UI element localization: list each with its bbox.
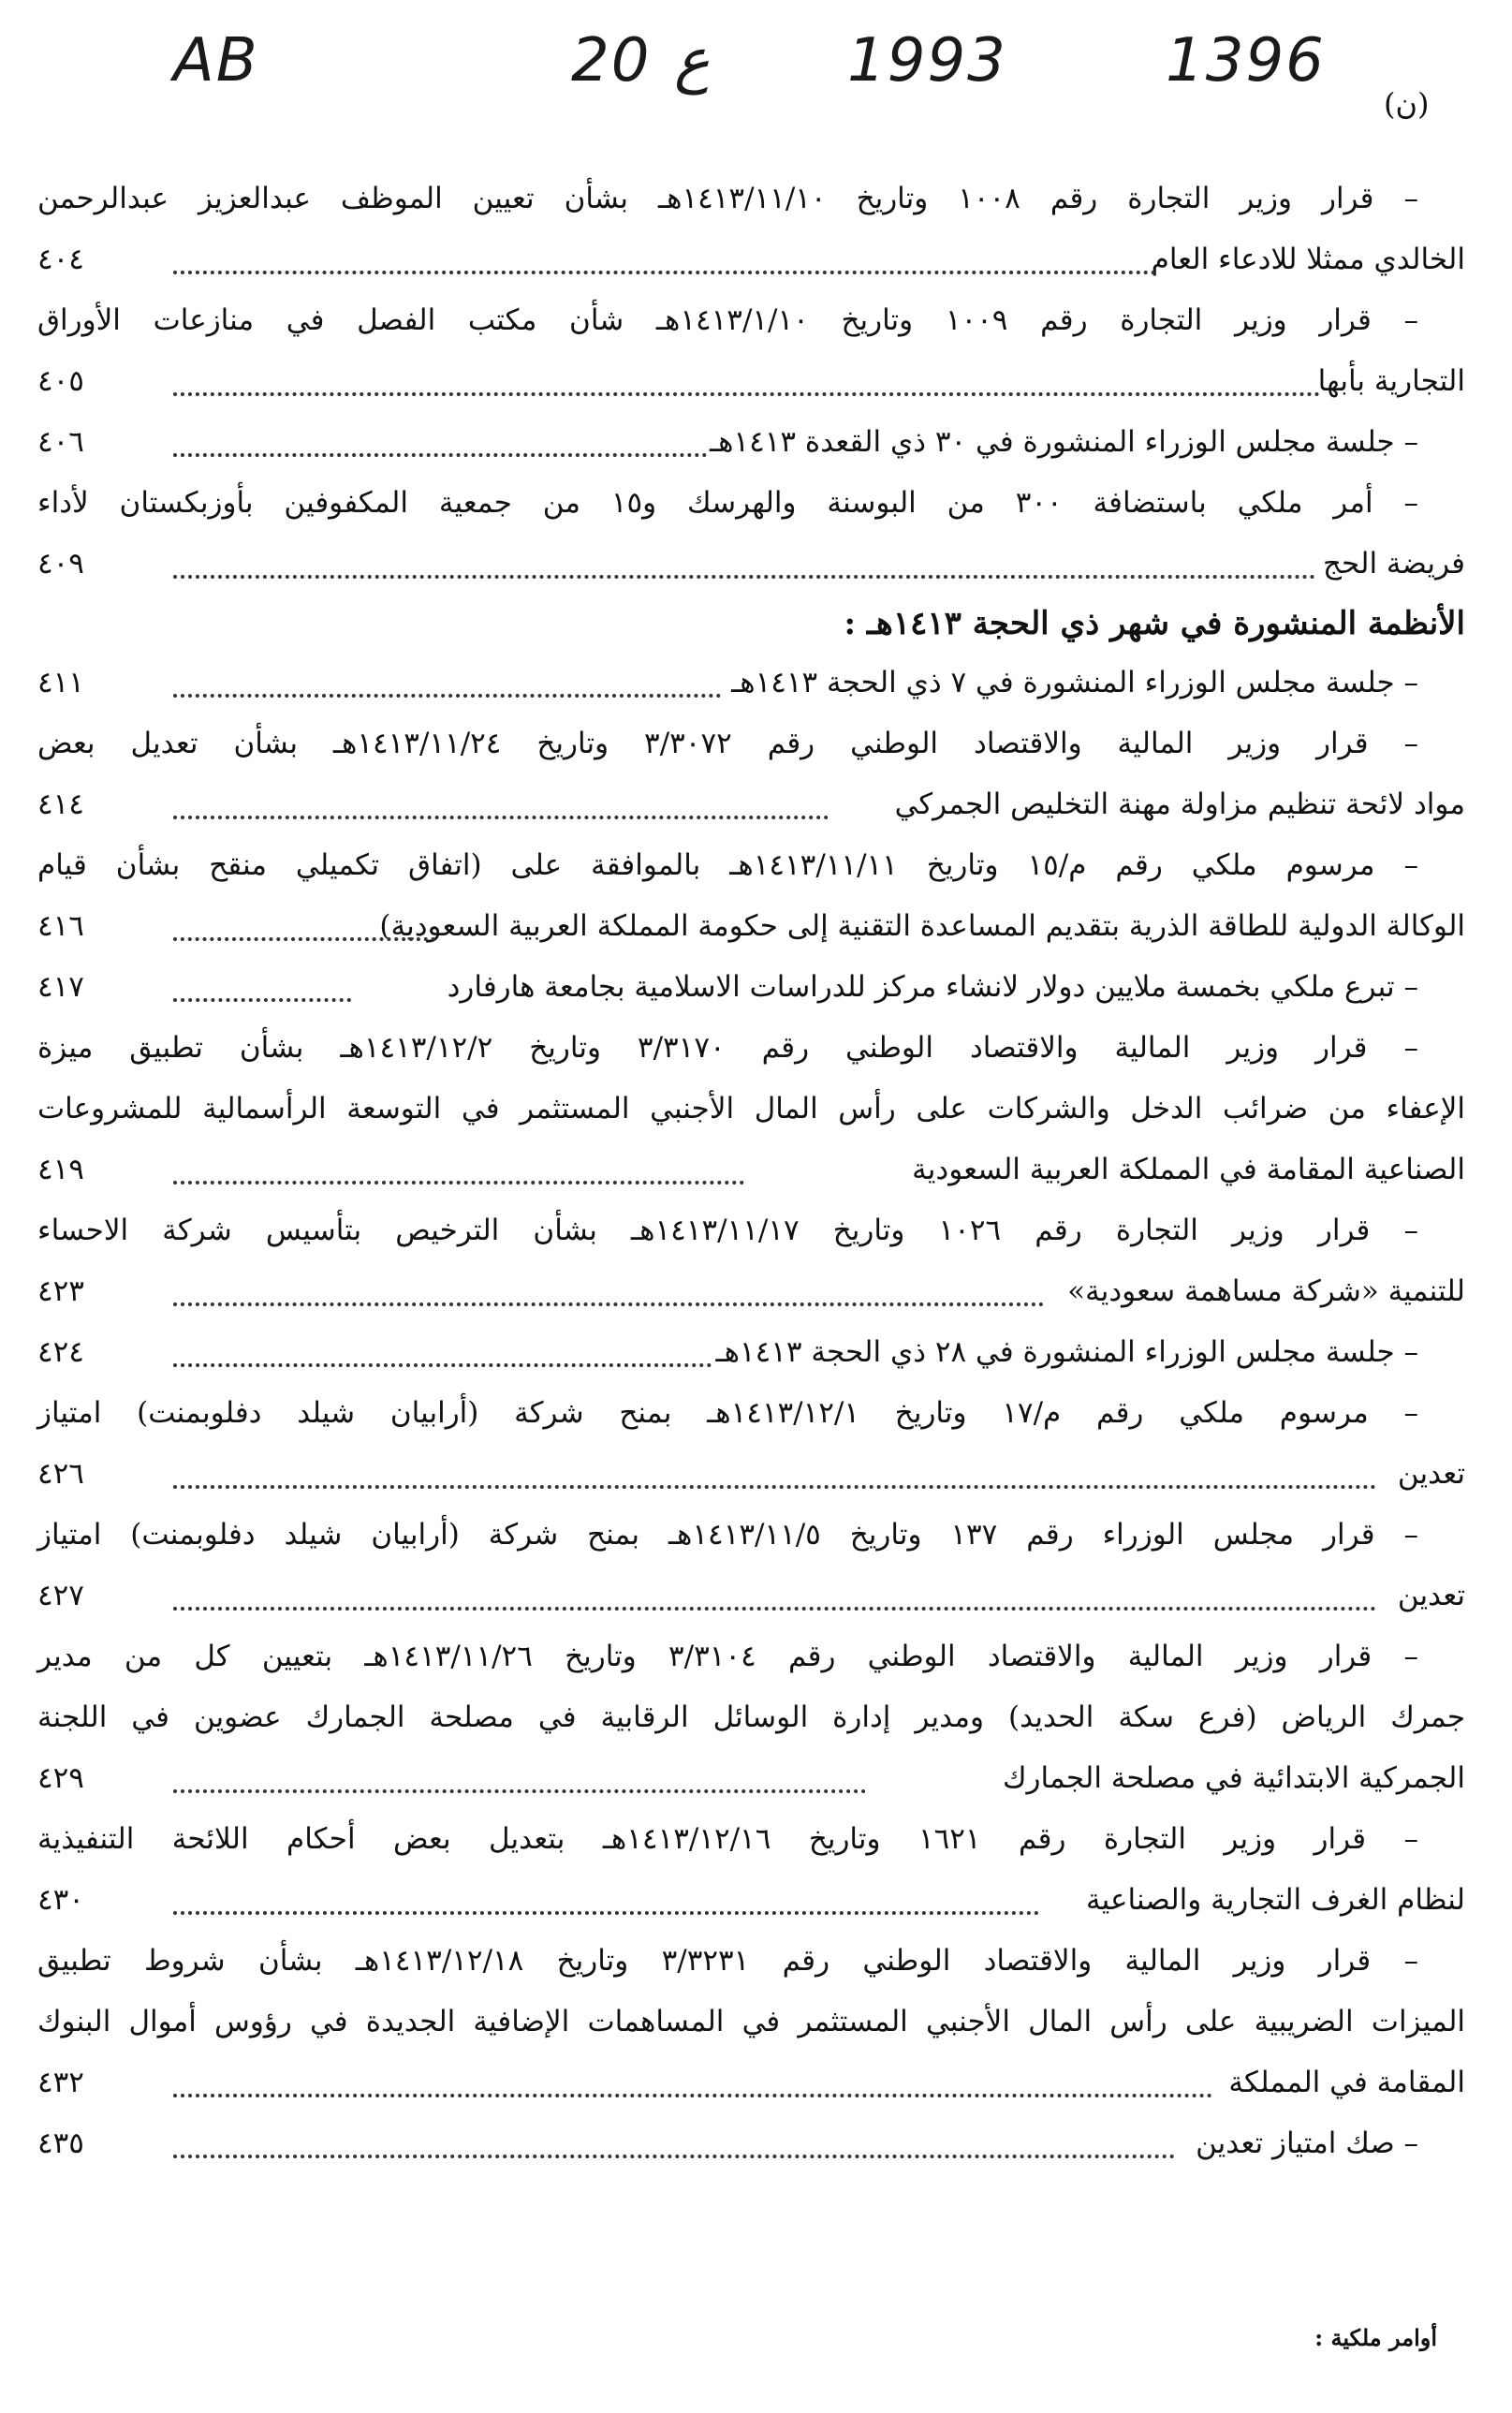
toc-line — [37, 2053, 1465, 2113]
toc-text: فريضة الحج — [1323, 547, 1465, 581]
toc-text: الصناعية المقامة في المملكة العربية السعودية — [912, 1153, 1465, 1186]
toc-line — [37, 774, 1465, 835]
toc-line — [37, 1992, 1465, 2053]
toc-line — [37, 714, 1465, 774]
toc-line — [37, 229, 1465, 290]
toc-text: – قرار وزير المالية والاقتصاد الوطني رقم ٣/٣٢٣١ وتاريخ ١٤١٣/١٢/١٨هـ بشأن شروط تطبيق — [37, 1944, 1418, 1978]
toc-page-number: ٤٢٤ — [37, 1335, 84, 1369]
toc-text: – قرار وزير التجارة رقم ١٠٠٩ وتاريخ ١٤١٣/١/١٠هـ شأن مكتب الفصل في منازعات الأوراق — [37, 303, 1418, 337]
toc-text: الخالدي ممثلا للادعاء العام — [1151, 243, 1465, 276]
toc-page-number: ٤٢٣ — [37, 1274, 84, 1308]
leader-dots — [173, 937, 435, 941]
toc-line — [37, 653, 1465, 714]
toc-line — [37, 290, 1465, 351]
toc-page-number: ٤١٤ — [37, 787, 84, 821]
toc-text: – مرسوم ملكي رقم م/١٥ وتاريخ ١٤١٣/١١/١١هـ بالموافقة على (اتفاق تكميلي منقح بشأن قيام — [37, 848, 1418, 882]
toc-text: الميزات الضريبية على رأس المال الأجنبي المستثمر في المساهمات الإضافية الجديدة في رؤوس أموال البنوك — [37, 2005, 1465, 2038]
handwritten-day: 20 — [571, 26, 652, 96]
toc-text: – صك امتياز تعدين — [1196, 2126, 1418, 2160]
handwritten-initials: AB — [173, 26, 259, 96]
toc-page-number: ٤٢٩ — [37, 1761, 84, 1795]
leader-dots — [173, 2094, 1212, 2097]
leader-dots — [173, 1485, 1376, 1489]
toc-line — [37, 1809, 1465, 1870]
toc-text: – قرار وزير المالية والاقتصاد الوطني رقم ٣/٣١٧٠ وتاريخ ١٤١٣/١٢/٢هـ بشأن تطبيق ميزة — [37, 1031, 1418, 1065]
leader-dots — [173, 271, 1156, 274]
leader-dots — [173, 392, 1320, 396]
handwritten-letter: ع — [674, 26, 711, 96]
toc-text: الوكالة الدولية للطاقة الذرية بتقديم المساعدة التقنية إلى حكومة المملكة العربية السعودية) — [379, 909, 1465, 943]
toc-line — [37, 1322, 1465, 1383]
leader-dots — [173, 575, 1315, 579]
toc-page-number: ٤٠٩ — [37, 547, 84, 581]
toc-page-number: ٤٣٢ — [37, 2066, 84, 2099]
toc-text: للتنمية «شركة مساهمة سعودية» — [1067, 1274, 1465, 1308]
toc-line — [37, 1687, 1465, 1748]
toc-page-number: ٤١٦ — [37, 909, 84, 943]
toc-page-number: ٤٢٦ — [37, 1457, 84, 1491]
toc-line — [37, 412, 1465, 473]
toc-text: التجارية بأبها — [1317, 364, 1465, 398]
toc-text: الإعفاء من ضرائب الدخل والشركات على رأس المال الأجنبي المستثمر في التوسعة الرأسمالية للمشروعات — [37, 1092, 1465, 1126]
toc-line — [37, 1383, 1465, 1444]
leader-dots — [173, 998, 351, 1002]
toc-line — [37, 1200, 1465, 1261]
toc-page-number: ٤٠٦ — [37, 425, 84, 459]
table-of-contents — [37, 169, 1465, 2174]
toc-page-number: ٤٠٥ — [37, 364, 84, 398]
section-heading-text: الأنظمة المنشورة في شهر ذي الحجة ١٤١٣هـ : — [844, 605, 1465, 642]
toc-text: – قرار وزير التجارة رقم ١٠٠٨ وتاريخ ١٤١٣/١١/١٠هـ بشأن تعيين الموظف عبدالعزيز عبدالرحمن — [37, 182, 1418, 215]
toc-text: مواد لائحة تنظيم مزاولة مهنة التخليص الجمركي — [894, 787, 1465, 821]
toc-page-number: ٤٣٥ — [37, 2126, 84, 2160]
toc-line — [37, 1626, 1465, 1687]
toc-text: المقامة في المملكة — [1228, 2066, 1465, 2099]
toc-text: – قرار وزير التجارة رقم ١٠٢٦ وتاريخ ١٤١٣/١١/١٧هـ بشأن الترخيص بتأسيس شركة الاحساء — [37, 1214, 1419, 1247]
toc-line — [37, 1261, 1465, 1322]
toc-text: لنظام الغرف التجارية والصناعية — [1086, 1883, 1465, 1917]
leader-dots — [173, 1789, 866, 1793]
section-heading — [37, 595, 1465, 653]
leader-dots — [173, 1302, 1044, 1306]
toc-line — [37, 1566, 1465, 1626]
toc-line — [37, 1444, 1465, 1505]
toc-text: – قرار مجلس الوزراء رقم ١٣٧ وتاريخ ١٤١٣/١١/٥هـ بمنح شركة (أرابيان شيلد دفلوبمنت) امتياز — [37, 1518, 1418, 1552]
toc-text: الجمركية الابتدائية في مصلحة الجمارك — [1002, 1761, 1465, 1795]
leader-dots — [173, 1607, 1376, 1611]
toc-line — [37, 534, 1465, 595]
footer-heading: أوامر ملكية : — [1314, 2324, 1437, 2351]
toc-line — [37, 1140, 1465, 1200]
toc-line — [37, 1079, 1465, 1140]
toc-line — [37, 2113, 1465, 2174]
leader-dots — [173, 2155, 1175, 2158]
handwritten-year-hijri: 1396 — [1166, 26, 1326, 96]
toc-text: – أمر ملكي باستضافة ٣٠٠ من البوسنة والهرسك و١٥ من جمعية المكفوفين بأوزبكستان لأداء — [37, 486, 1418, 520]
toc-text: جمرك الرياض (فرع سكة الحديد) ومدير إدارة الوسائل الرقابية في مصلحة الجمارك عضوين في اللجنة — [37, 1700, 1465, 1734]
toc-line — [37, 1018, 1465, 1079]
leader-dots — [173, 816, 829, 819]
toc-text: – قرار وزير المالية والاقتصاد الوطني رقم ٣/٣١٠٤ وتاريخ ١٤١٣/١١/٢٦هـ بتعيين كل من مدير — [37, 1640, 1418, 1673]
toc-page-number: ٤٣٠ — [37, 1883, 84, 1917]
toc-line — [37, 1748, 1465, 1809]
toc-page-number: ٤١٩ — [37, 1153, 84, 1186]
toc-page-number: ٤١٧ — [37, 970, 84, 1004]
toc-line — [37, 1505, 1465, 1566]
handwritten-year-gregorian: 1993 — [847, 26, 1007, 96]
toc-text: – مرسوم ملكي رقم م/١٧ وتاريخ ١٤١٣/١٢/١هـ بمنح شركة (أرابيان شيلد دفلوبمنت) امتياز — [37, 1396, 1418, 1430]
toc-page-number: ٤٢٧ — [37, 1579, 84, 1612]
leader-dots — [173, 453, 707, 457]
toc-text: تعدين — [1397, 1579, 1465, 1612]
toc-line — [37, 1870, 1465, 1931]
leader-dots — [173, 1363, 712, 1367]
toc-text: – جلسة مجلس الوزراء المنشورة في ٧ ذي الحجة ١٤١٣هـ — [731, 666, 1418, 699]
toc-text: – قرار وزير المالية والاقتصاد الوطني رقم ٣/٣٠٧٢ وتاريخ ١٤١٣/١١/٢٤هـ بشأن تعديل بعض — [37, 727, 1418, 760]
toc-line — [37, 473, 1465, 534]
toc-page-number: ٤١١ — [37, 666, 84, 699]
leader-dots — [173, 1911, 1039, 1915]
toc-page-number: ٤٠٤ — [37, 243, 84, 276]
toc-text: – جلسة مجلس الوزراء المنشورة في ٢٨ ذي الحجة ١٤١٣هـ — [715, 1335, 1418, 1369]
toc-line — [37, 896, 1465, 957]
toc-line — [37, 169, 1465, 229]
leader-dots — [173, 694, 721, 698]
toc-text: – قرار وزير التجارة رقم ١٦٢١ وتاريخ ١٤١٣/١٢/١٦هـ بتعديل بعض أحكام اللائحة التنفيذية — [37, 1822, 1419, 1856]
toc-line — [37, 957, 1465, 1018]
toc-line — [37, 1931, 1465, 1992]
toc-line — [37, 351, 1465, 412]
leader-dots — [173, 1181, 744, 1184]
toc-text: – جلسة مجلس الوزراء المنشورة في ٣٠ ذي القعدة ١٤١٣هـ — [709, 425, 1418, 459]
toc-line — [37, 835, 1465, 896]
page-number: (ن) — [1384, 86, 1430, 122]
toc-text: – تبرع ملكي بخمسة ملايين دولار لانشاء مركز للدراسات الاسلامية بجامعة هارفارد — [447, 970, 1418, 1004]
toc-text: تعدين — [1397, 1457, 1465, 1491]
